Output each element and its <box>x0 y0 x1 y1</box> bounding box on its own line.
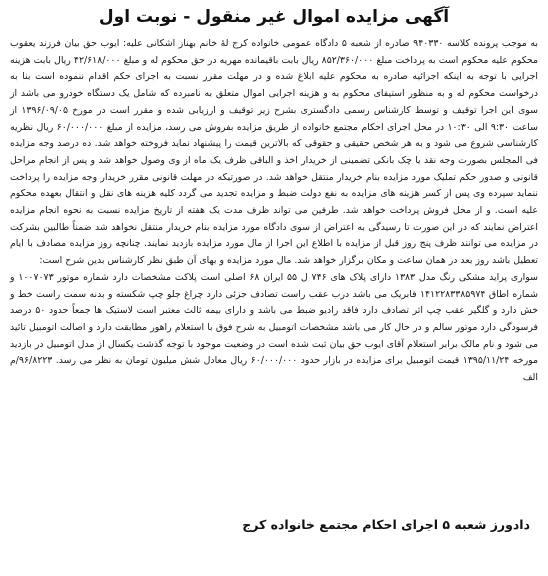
notice-body <box>10 36 538 387</box>
asset-description-paragraph: سواری پراید مشکی رنگ مدل ۱۳۸۳ دارای پلاک های ۷۴۶ ل ۵۵ ایران ۶۸ اصلی است پلاکت مشخصات دارد شماره موتور ۱۰۰۷۰۷۳ و شماره اطاق ۱۴۱۲۲۸۳۳۸۵۹۷۴ فابریک می باشد درب عقب راست تصادف جزئی دارد چراغ جلو چپ شکسته و بدنه سمت راست خط و خش دارد و گلگیر عقب چپ اثر تصادف دارد فاقد رادیو ضبط می باشد و دارای بیمه ثالث معتبر است لاستیک ها جمعاً حدود ۵۰ درصد فرسودگی دارد موتور سالم و در حال کار می باشد مشخصات اتومبیل به شرح فوق با استعلام راهور مطابقت دارد و اصالت اتومبیل تائید می شود و نام مالک برابر استعلام آقای ایوب حق بیان ثبت شده است در وضعیت موجود با توجه گذشت یکسال از مدل اتومبیل در بازدید مورخه ۱۳۹۵/۱۱/۲۴ قیمت اتومبیل برای مزایده در بازار حدود ۶۰/۰۰۰/۰۰۰ ریال معادل شش میلیون تومان به نظر می رسد. ۹۶/۸۲۲۳/م الف <box>10 271 538 384</box>
notice-signature: دادورز شعبه ۵ اجرای احکام مجتمع خانواده کرج <box>242 517 530 532</box>
notice-paragraph: به موجب پرونده کلاسه ۹۴۰۳۳۰ صادره از شعبه ۵ دادگاه عمومی خانواده کرج لهٔ خانم بهناز اشکانی علیه: ایوب حق بیان فرزند یعقوب محکوم علیه محکوم است به پرداخت مبلغ ۸۵۲/۳۶۰/۰۰۰ ریال بابت باقیمانده مهریه در حق محکوم له و مبلغ ۴۲/۶۱۸/۰۰۰ ریال بابت هزینه اجرایی با توجه به اینکه اجرائیه صادره به محکوم علیه ابلاغ شده و در مهلت مقرر نسبت به اجرای حکم اقدام ننموده است بنا به درخواست محکوم له و به منظور استیفای محکوم به و هزینه اجرایی اموال متعلق به نامبرده که شامل یک دستگاه خودرو می باشد از سوی این اجرا توقیف و توسط کارشناس رسمی دادگستری بشرح زیر توقیف و ارزیابی شده و مقرر است در مورخ ۱۳۹۶/۰۹/۰۵ از ساعت ۹:۳۰ الی ۱۰:۳۰ در محل اجرای احکام مجتمع خانواده از طریق مزایده بفروش می رسد، مزایده از مبلغ ۶۰/۰۰۰/۰۰۰ ریال نظریه کارشناسی شروع می شود و به هر شخص حقیقی و حقوقی که بالاترین قیمت را پیشنهاد نماید فروخته خواهد شد. ده درصد وجه مزایده فی المجلس بصورت وجه نقد یا چک بانکی تضمینی از خریدار اخذ و الباقی ظرف یک ماه از وی وصول خواهد شد و پس از انجام مراحل قانونی و صدور حکم تملیک مورد مزایده بنام خریدار منتقل خواهد شد. در صورتیکه در مهلت قانونی مقرر خریدار وجه مزایده را پرداخت ننماید سپرده وی پس از کسر هزینه های مزایده به نفع دولت ضبط و مزایده تجدید می گردد کلیه هزینه های نقل و انتقال بعهده محکوم علیه است. و از محل فروش پرداخت خواهد شد. طرفین می تواند ظرف مدت یک هفته از تاریخ مزایده نسبت به نحوه انجام مزایده اعتراض نمایند که در این صورت تا رسیدگی به اعتراض از سوی دادگاه مورد مزایده بنام خریدار منتقل نخواهد شد ضمناً طالبین بشرکت در مزایده می توانند ظرف پنج روز قبل از مزایده با اطلاع این اجرا از مال مورد مزایده بازدید نمایند. چنانچه روز مزایده مصادف با ایام تعطیل باشد روز بعد در همان ساعت و مکان برگزار خواهد شد. مال مورد مزایده و بهای آن طبق نظر کارشناس بدین شرح است: <box>10 38 538 267</box>
notice-title: آگهی مزایده اموال غیر منقول - نوبت اول <box>98 7 450 27</box>
